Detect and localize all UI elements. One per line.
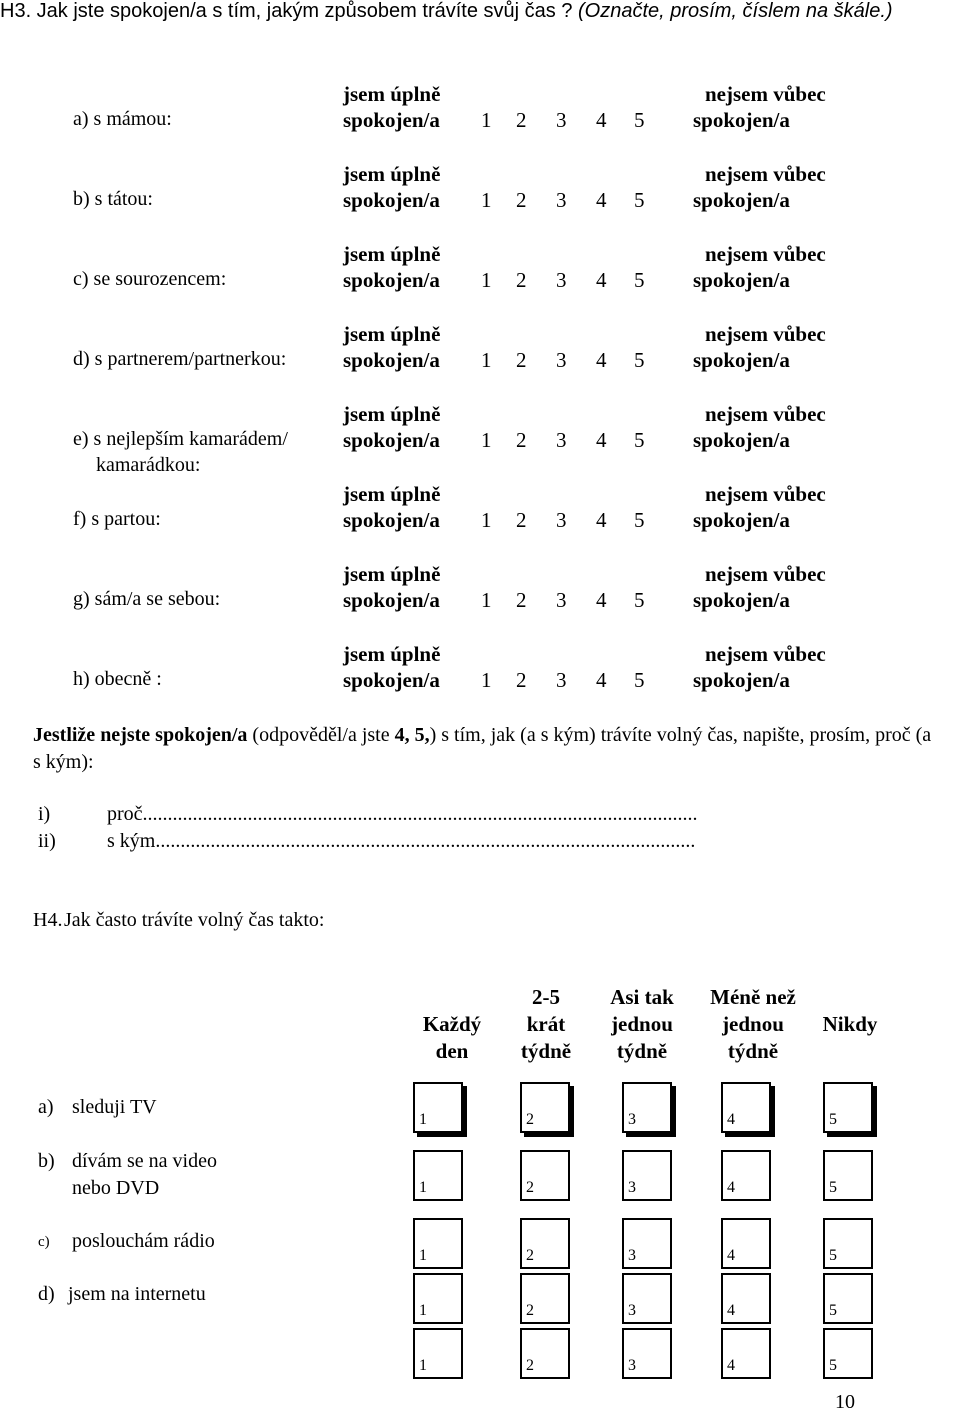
activity-b-num: b) (38, 1150, 55, 1172)
freq-checkbox-number: 3 (628, 1357, 636, 1374)
question-h3-title (0, 0, 893, 23)
item-c-scale-4[interactable]: 4 (596, 268, 607, 292)
item-c-scale-1[interactable]: 1 (481, 268, 492, 292)
item-h-right-anchor-line2: spokojen/a (693, 668, 790, 692)
subquestion-num-i: i) (38, 803, 51, 825)
activity-d-text: jsem na internetu (68, 1283, 206, 1305)
item-b-scale-2[interactable]: 2 (516, 188, 527, 212)
item-g-right-anchor-line1: nejsem vůbec (705, 562, 826, 586)
instruction-part1: (odpověděl/a jste (247, 724, 395, 746)
freq-header-1-line3: den (435, 1039, 469, 1063)
freq-checkbox-number: 5 (829, 1247, 837, 1264)
item-g-scale-2[interactable]: 2 (516, 588, 527, 612)
freq-checkbox-number: 3 (628, 1179, 636, 1196)
item-e-scale-5[interactable]: 5 (634, 428, 645, 452)
freq-header-2-line3: týdně (520, 1039, 572, 1063)
freq-checkbox-number: 5 (829, 1111, 837, 1128)
item-e-scale-2[interactable]: 2 (516, 428, 527, 452)
instruction-part2: ) s tím, jak (a s kým) trávíte volný čas, napište, prosím, proč (a s kým): (33, 724, 932, 773)
freq-checkbox-number: 1 (419, 1247, 427, 1264)
item-a-left-anchor-line1: jsem úplně (343, 82, 441, 106)
item-a-scale-1[interactable]: 1 (481, 108, 492, 132)
item-b-scale-5[interactable]: 5 (634, 188, 645, 212)
freq-checkbox-number: 4 (727, 1302, 735, 1319)
activity-c-num: c) (38, 1234, 50, 1250)
activity-a-num: a) (38, 1096, 54, 1118)
item-b-right-anchor-line2: spokojen/a (693, 188, 790, 212)
freq-header-3-line1: Asi tak (610, 985, 674, 1009)
item-e-scale-4[interactable]: 4 (596, 428, 607, 452)
item-e-left-anchor-line1: jsem úplně (343, 402, 441, 426)
item-c-scale-3[interactable]: 3 (556, 268, 567, 292)
freq-checkbox-number: 1 (419, 1357, 427, 1374)
h3-note: (Označte, prosím, číslem na škále.) (578, 0, 893, 22)
freq-checkbox-number: 1 (419, 1111, 427, 1128)
item-g-scale-4[interactable]: 4 (596, 588, 607, 612)
item-g-label: g) sám/a se sebou: (73, 588, 221, 610)
freq-header-4-line3: týdně (727, 1039, 779, 1063)
item-g-left-anchor-line1: jsem úplně (343, 562, 441, 586)
item-b-left-anchor-line2: spokojen/a (343, 188, 440, 212)
item-a-scale-3[interactable]: 3 (556, 108, 567, 132)
item-e-right-anchor-line1: nejsem vůbec (705, 402, 826, 426)
freq-checkbox-number: 1 (419, 1302, 427, 1319)
activity-b-text: dívám se na video (72, 1150, 217, 1172)
item-c-left-anchor-line2: spokojen/a (343, 268, 440, 292)
item-a-scale-2[interactable]: 2 (516, 108, 527, 132)
item-f-label: f) s partou: (73, 508, 161, 530)
freq-checkbox-number: 5 (829, 1179, 837, 1196)
freq-checkbox-number: 5 (829, 1357, 837, 1374)
item-c-label: c) se sourozencem: (73, 268, 227, 290)
item-b-right-anchor-line1: nejsem vůbec (705, 162, 826, 186)
item-a-scale-4[interactable]: 4 (596, 108, 607, 132)
item-f-scale-4[interactable]: 4 (596, 508, 607, 532)
item-c-scale-2[interactable]: 2 (516, 268, 527, 292)
activity-b-text2: nebo DVD (72, 1177, 160, 1199)
item-e-scale-3[interactable]: 3 (556, 428, 567, 452)
item-g-scale-5[interactable]: 5 (634, 588, 645, 612)
item-h-left-anchor-line2: spokojen/a (343, 668, 440, 692)
item-h-scale-1[interactable]: 1 (481, 668, 492, 692)
freq-header-1-line2: Každý (422, 1012, 482, 1036)
freq-checkbox-number: 1 (419, 1179, 427, 1196)
item-f-right-anchor-line2: spokojen/a (693, 508, 790, 532)
freq-checkbox-number: 3 (628, 1247, 636, 1264)
item-b-scale-3[interactable]: 3 (556, 188, 567, 212)
item-d-scale-3[interactable]: 3 (556, 348, 567, 372)
activity-c-text: poslouchám rádio (72, 1230, 215, 1252)
item-a-left-anchor-line2: spokojen/a (343, 108, 440, 132)
item-c-scale-5[interactable]: 5 (634, 268, 645, 292)
follow-up-instruction (33, 722, 933, 776)
freq-checkbox-number: 2 (526, 1111, 534, 1128)
question-h4-title: Jak často trávíte volný čas takto: (64, 909, 325, 931)
activity-a-text: sleduji TV (72, 1096, 157, 1118)
item-f-scale-5[interactable]: 5 (634, 508, 645, 532)
page-number: 10 (835, 1391, 855, 1413)
freq-checkbox-number: 4 (727, 1357, 735, 1374)
freq-header-4-line2: jednou (722, 1012, 784, 1036)
item-g-scale-3[interactable]: 3 (556, 588, 567, 612)
item-d-scale-5[interactable]: 5 (634, 348, 645, 372)
freq-checkbox-number: 4 (727, 1111, 735, 1128)
freq-checkbox-number: 5 (829, 1302, 837, 1319)
item-h-right-anchor-line1: nejsem vůbec (705, 642, 826, 666)
item-b-left-anchor-line1: jsem úplně (343, 162, 441, 186)
freq-header-3-line2: jednou (611, 1012, 673, 1036)
item-e-label-cont: kamarádkou: (96, 454, 201, 476)
item-f-scale-2[interactable]: 2 (516, 508, 527, 532)
item-h-scale-3[interactable]: 3 (556, 668, 567, 692)
freq-header-3-line3: týdně (616, 1039, 668, 1063)
item-d-left-anchor-line2: spokojen/a (343, 348, 440, 372)
item-d-scale-2[interactable]: 2 (516, 348, 527, 372)
item-a-scale-5[interactable]: 5 (634, 108, 645, 132)
item-c-left-anchor-line1: jsem úplně (343, 242, 441, 266)
item-d-scale-1[interactable]: 1 (481, 348, 492, 372)
item-h-scale-4[interactable]: 4 (596, 668, 607, 692)
freq-checkbox-number: 4 (727, 1179, 735, 1196)
item-f-scale-1[interactable]: 1 (481, 508, 492, 532)
subquestion-num-ii: ii) (38, 830, 56, 852)
item-b-scale-4[interactable]: 4 (596, 188, 607, 212)
subquestion-with-whom[interactable]: s kým............................................................................................................ (107, 830, 696, 852)
item-e-left-anchor-line2: spokojen/a (343, 428, 440, 452)
item-h-scale-5[interactable]: 5 (634, 668, 645, 692)
freq-checkbox-number: 2 (526, 1179, 534, 1196)
item-b-scale-1[interactable]: 1 (481, 188, 492, 212)
item-a-label: a) s mámou: (73, 108, 172, 130)
item-e-right-anchor-line2: spokojen/a (693, 428, 790, 452)
freq-header-2-line1: 2-5 (532, 985, 560, 1009)
item-g-scale-1[interactable]: 1 (481, 588, 492, 612)
item-d-right-anchor-line1: nejsem vůbec (705, 322, 826, 346)
instruction-bold: Jestliže nejste spokojen/a (33, 724, 248, 746)
item-d-left-anchor-line1: jsem úplně (343, 322, 441, 346)
question-h4-num: H4. (33, 909, 63, 931)
item-c-right-anchor-line2: spokojen/a (693, 268, 790, 292)
item-f-left-anchor-line2: spokojen/a (343, 508, 440, 532)
item-a-right-anchor-line2: spokojen/a (693, 108, 790, 132)
item-c-right-anchor-line1: nejsem vůbec (705, 242, 826, 266)
item-d-scale-4[interactable]: 4 (596, 348, 607, 372)
item-d-right-anchor-line2: spokojen/a (693, 348, 790, 372)
instruction-bold2: 4, 5, (394, 724, 430, 746)
freq-header-2-line2: krát (526, 1012, 566, 1036)
freq-checkbox-number: 2 (526, 1357, 534, 1374)
item-a-right-anchor-line1: nejsem vůbec (705, 82, 826, 106)
item-e-label: e) s nejlepším kamarádem/ (73, 428, 288, 450)
h3-title-text: H3. Jak jste spokojen/a s tím, jakým způsobem trávíte svůj čas ? (0, 0, 579, 22)
subquestion-why[interactable]: proč............................................................................................................... (107, 803, 698, 825)
item-b-label: b) s tátou: (73, 188, 153, 210)
item-f-right-anchor-line1: nejsem vůbec (705, 482, 826, 506)
item-f-scale-3[interactable]: 3 (556, 508, 567, 532)
item-e-scale-1[interactable]: 1 (481, 428, 492, 452)
freq-checkbox-number: 4 (727, 1247, 735, 1264)
freq-header-4-line1: Méně než (710, 985, 796, 1009)
item-h-left-anchor-line1: jsem úplně (343, 642, 441, 666)
item-h-scale-2[interactable]: 2 (516, 668, 527, 692)
freq-checkbox-number: 2 (526, 1247, 534, 1264)
item-d-label: d) s partnerem/partnerkou: (73, 348, 287, 370)
freq-header-5-line2: Nikdy (822, 1012, 878, 1036)
item-g-left-anchor-line2: spokojen/a (343, 588, 440, 612)
freq-checkbox-number: 2 (526, 1302, 534, 1319)
freq-checkbox-number: 3 (628, 1302, 636, 1319)
item-f-left-anchor-line1: jsem úplně (343, 482, 441, 506)
freq-checkbox-number: 3 (628, 1111, 636, 1128)
item-g-right-anchor-line2: spokojen/a (693, 588, 790, 612)
item-h-label: h) obecně : (73, 668, 162, 690)
activity-d-num: d) (38, 1283, 55, 1305)
